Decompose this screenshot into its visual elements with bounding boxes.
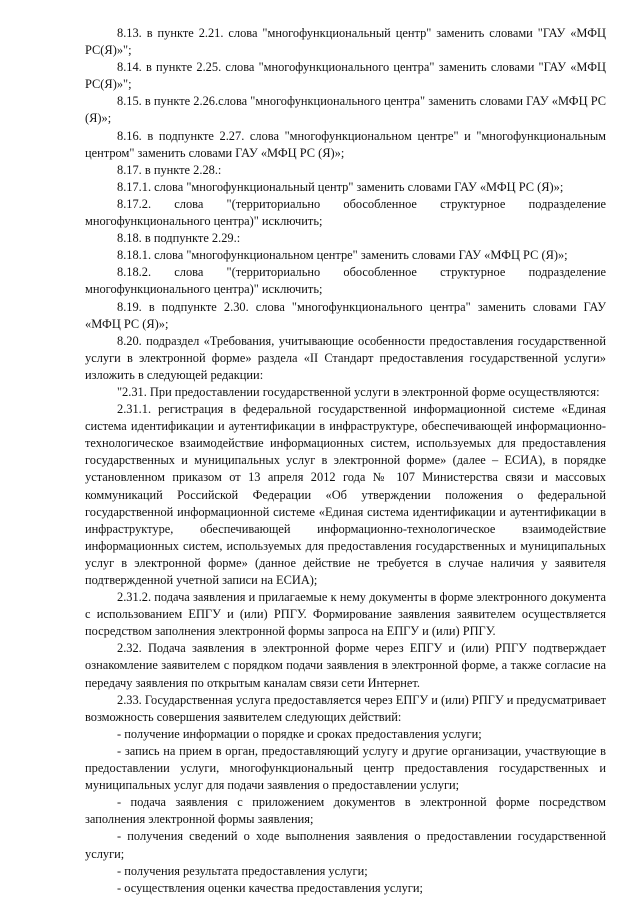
list-item: - запись на прием в орган, предоставляющий услугу и другие организации, участвующие в предоставлении услуги, многофункциональный центр предоставления государственных и муниципальных услуг для подачи заявления о предоставлении услуги;: [85, 743, 606, 793]
paragraph-2-31-1: 2.31.1. регистрация в федеральной государственной информационной системе «Единая система идентификации и аутентификации в инфраструктуре, обеспечивающей информационно-технологическое взаимодействие информационных систем, используемых для предоставления государственных и муниципальных услуг в электронной форме» (далее – ЕСИА), в порядке установленном приказом от 13 апреля 2012 года № 107 Министерства связи и массовых коммуникаций Российской Федерации «Об утверждении положения о федеральной государственной информационной системе «Единая система идентификации и аутентификации в инфраструктуре, обеспечивающей информационно-технологическое взаимодействие информационных систем, используемых для предоставления государственных и муниципальных услуг в электронной форме» (данное действие не требуется в случае наличия у заявителя подтвержденной учетной записи на ЕСИА);: [85, 402, 606, 587]
paragraph-8-15: 8.15. в пункте 2.26.слова "многофункционального центра" заменить словами ГАУ «МФЦ РС (Я)»;: [85, 94, 606, 126]
list-item: - подача заявления с приложением документов в электронной форме посредством заполнения электронной формы заявления;: [85, 795, 606, 827]
paragraph-2-31-2: 2.31.2. подача заявления и прилагаемые к нему документы в форме электронного документа с использованием ЕПГУ и (или) РПГУ. Формирование заявления заявителем осуществляется посредством заполнения электронной формы запроса на ЕПГУ и (или) РПГУ.: [85, 590, 606, 639]
paragraph-8-20: 8.20. подраздел «Требования, учитывающие особенности предоставления государственной услуги в электронной форме» раздела «II Стандарт предоставления государственной услуги» изложить в следующей редакции:: [85, 333, 606, 382]
list-item: - получения сведений о ходе выполнения заявления о предоставлении государственной услуги;: [85, 829, 606, 861]
list-item: - получения результата предоставления услуги;: [117, 863, 368, 878]
paragraph-8-18-1: 8.18.1. слова "многофункциональном центре" заменить словами ГАУ «МФЦ РС (Я)»;: [117, 248, 568, 263]
paragraph-8-16: 8.16. в подпункте 2.27. слова "многофункциональном центре" и "многофункциональным центром" заменить словами ГАУ «МФЦ РС (Я)»;: [85, 128, 606, 160]
paragraph-8-18-2: 8.18.2. слова "(территориально обособленное структурное подразделение многофункционального центра)" исключить;: [85, 265, 606, 297]
paragraph-2-31: "2.31. При предоставлении государственной услуги в электронной форме осуществляются:: [117, 384, 600, 399]
list-item: - осуществления оценки качества предоставления услуги;: [117, 880, 423, 895]
paragraph-8-17-1: 8.17.1. слова "многофункциональный центр" заменить словами ГАУ «МФЦ РС (Я)»;: [117, 179, 564, 194]
paragraph-8-17: 8.17. в пункте 2.28.:: [117, 162, 222, 177]
paragraph-8-18: 8.18. в подпункте 2.29.:: [117, 231, 241, 246]
paragraph-8-14: 8.14. в пункте 2.25. слова "многофункционального центра" заменить словами "ГАУ «МФЦ РС(Я)»";: [85, 60, 606, 92]
paragraph-8-19: 8.19. в подпункте 2.30. слова "многофункционального центра" заменить словами ГАУ «МФЦ РС (Я)»;: [85, 299, 606, 331]
paragraph-2-32: 2.32. Подача заявления в электронной форме через ЕПГУ и (или) РПГУ подтверждает ознакомление заявителем с порядком подачи заявления в электронной форме, а также согласие на передачу заявления по открытым каналам связи сети Интернет.: [85, 641, 606, 690]
paragraph-2-33: 2.33. Государственная услуга предоставляется через ЕПГУ и (или) РПГУ и предусматривает возможность совершения заявителем следующих действий:: [85, 692, 607, 724]
paragraph-8-13: 8.13. в пункте 2.21. слова "многофункциональный центр" заменить словами "ГАУ «МФЦ РС(Я)»";: [85, 26, 606, 58]
list-item: - получение информации о порядке и сроках предоставления услуги;: [117, 726, 482, 741]
paragraph-8-17-2: 8.17.2. слова "(территориально обособленное структурное подразделение многофункционального центра)" исключить;: [85, 196, 606, 229]
